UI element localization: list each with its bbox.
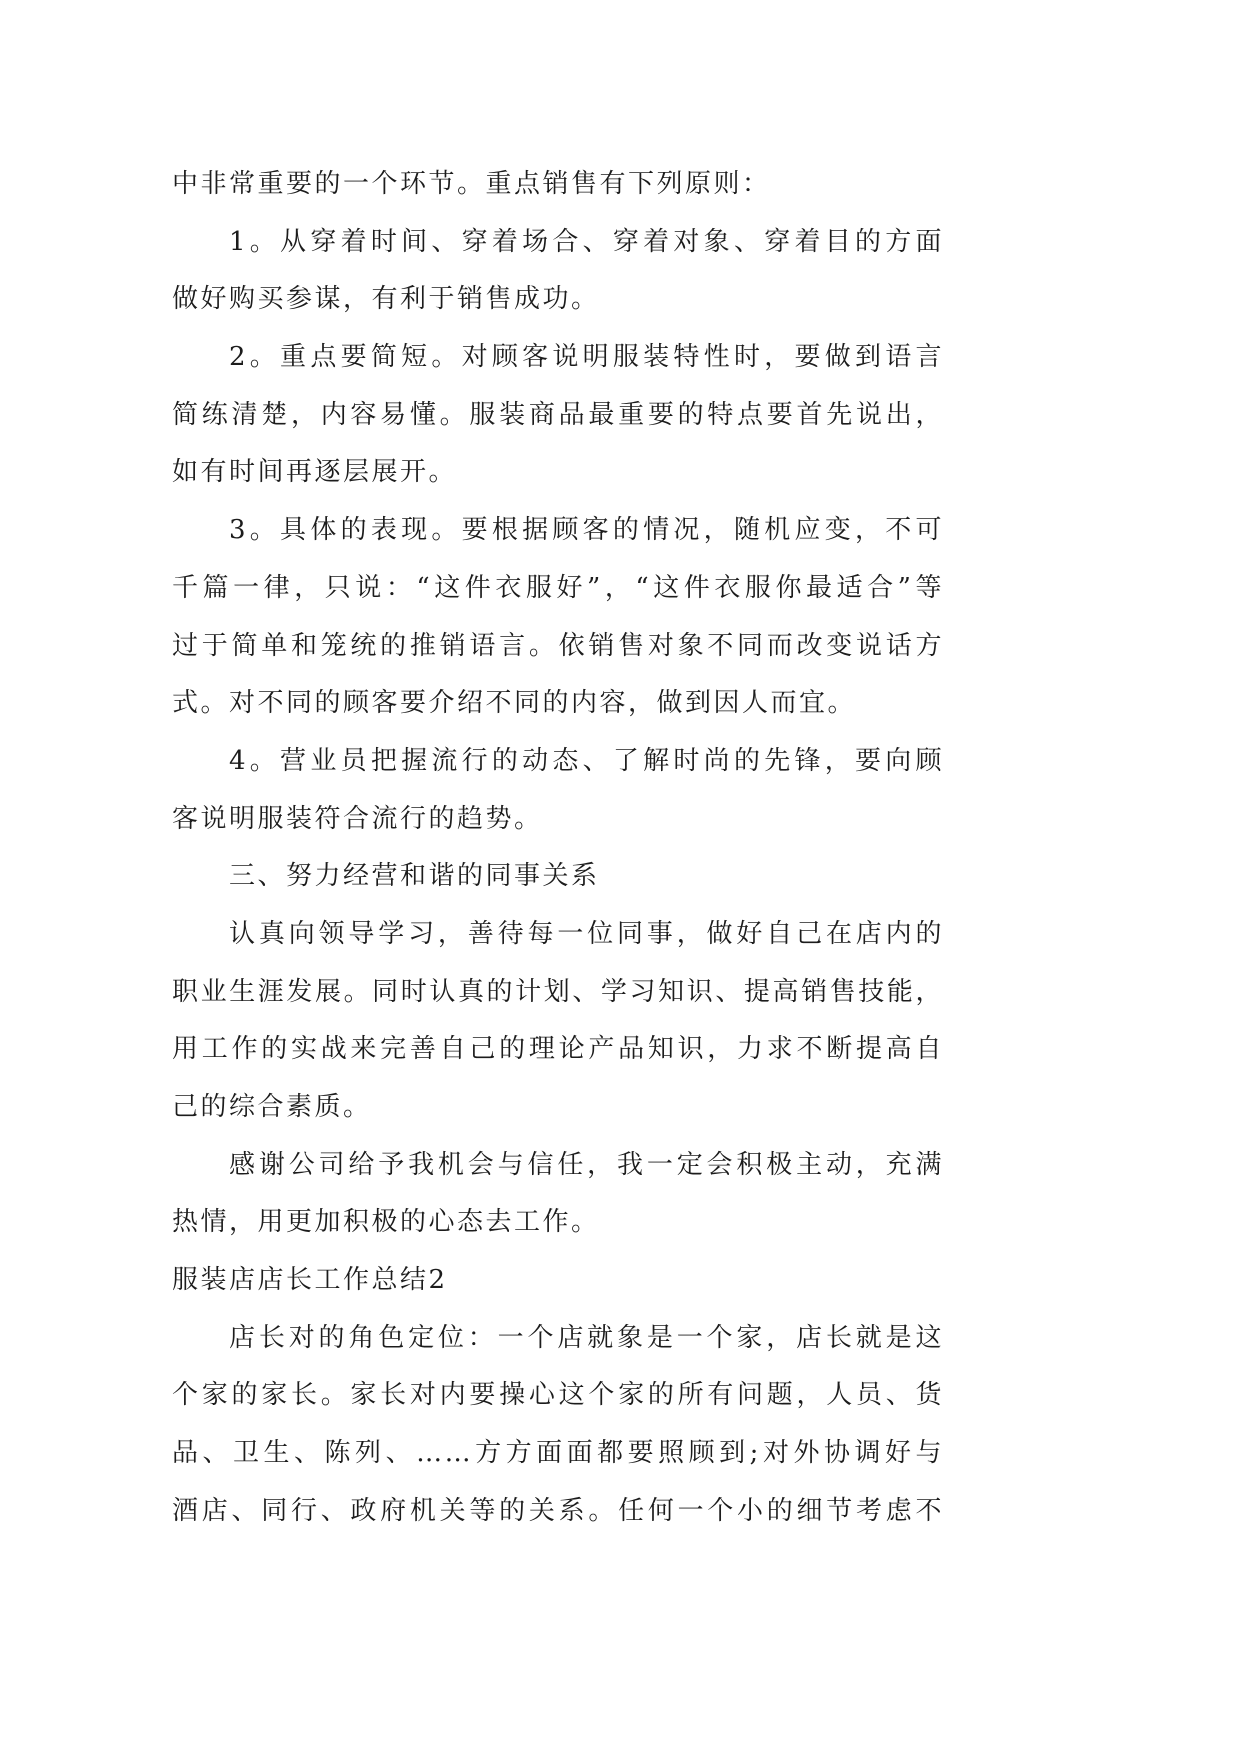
- text-line: 过于简单和笼统的推销语言。依销售对象不同而改变说话方: [172, 630, 944, 661]
- paragraph-intro: [172, 156, 944, 214]
- text-line: 如有时间再逐层展开。: [172, 457, 458, 488]
- text-line: 客说明服装符合流行的趋势。: [172, 803, 543, 834]
- text-line: 千篇一律，只说：“这件衣服好”，“这件衣服你最适合”等: [172, 572, 944, 603]
- paragraph-item-3: [172, 502, 944, 733]
- paragraph-section-3-1: [172, 906, 944, 1137]
- text-line: 酒店、同行、政府机关等的关系。任何一个小的细节考虑不: [172, 1495, 944, 1526]
- subtitle-text: 服装店店长工作总结2: [172, 1265, 448, 1296]
- paragraph-item-2: [172, 329, 944, 502]
- text-line: 店长对的角色定位：一个店就象是一个家，店长就是这: [229, 1322, 944, 1353]
- section-heading-text: 三、努力经营和谐的同事关系: [229, 861, 600, 892]
- text-line: 中非常重要的一个环节。重点销售有下列原则：: [172, 169, 771, 199]
- section-heading: [172, 848, 944, 906]
- paragraph-item-4: [172, 733, 944, 848]
- paragraph-item-1: [172, 214, 944, 329]
- text-line: 热情，用更加积极的心态去工作。: [172, 1207, 600, 1238]
- text-line: 品、卫生、陈列、……方方面面都要照顾到;对外协调好与: [172, 1438, 944, 1469]
- text-line: 用工作的实战来完善自己的理论产品知识，力求不断提高自: [172, 1034, 944, 1065]
- text-line: 认真向领导学习，善待每一位同事，做好自己在店内的: [229, 918, 944, 949]
- text-line: 3。具体的表现。要根据顾客的情况，随机应变，不可: [229, 515, 944, 546]
- text-line: 4。营业员把握流行的动态、了解时尚的先锋，要向顾: [229, 745, 944, 776]
- text-line: 1。从穿着时间、穿着场合、穿着对象、穿着目的方面: [229, 226, 944, 257]
- text-line: 2。重点要简短。对顾客说明服装特性时，要做到语言: [229, 342, 944, 373]
- text-line: 做好购买参谋，有利于销售成功。: [172, 284, 600, 315]
- paragraph-section-3-2: [172, 1137, 944, 1252]
- document-subtitle: [172, 1252, 944, 1310]
- text-line: 简练清楚，内容易懂。服装商品最重要的特点要首先说出，: [172, 399, 944, 430]
- text-line: 职业生涯发展。同时认真的计划、学习知识、提高销售技能，: [172, 976, 944, 1007]
- text-line: 己的综合素质。: [172, 1092, 372, 1122]
- paragraph-summary-2-1: [172, 1310, 944, 1541]
- text-line: 感谢公司给予我机会与信任，我一定会积极主动，充满: [229, 1149, 944, 1180]
- text-line: 式。对不同的顾客要介绍不同的内容，做到因人而宜。: [172, 688, 857, 719]
- document-body: [172, 156, 944, 1541]
- text-line: 个家的家长。家长对内要操心这个家的所有问题，人员、货: [172, 1380, 944, 1411]
